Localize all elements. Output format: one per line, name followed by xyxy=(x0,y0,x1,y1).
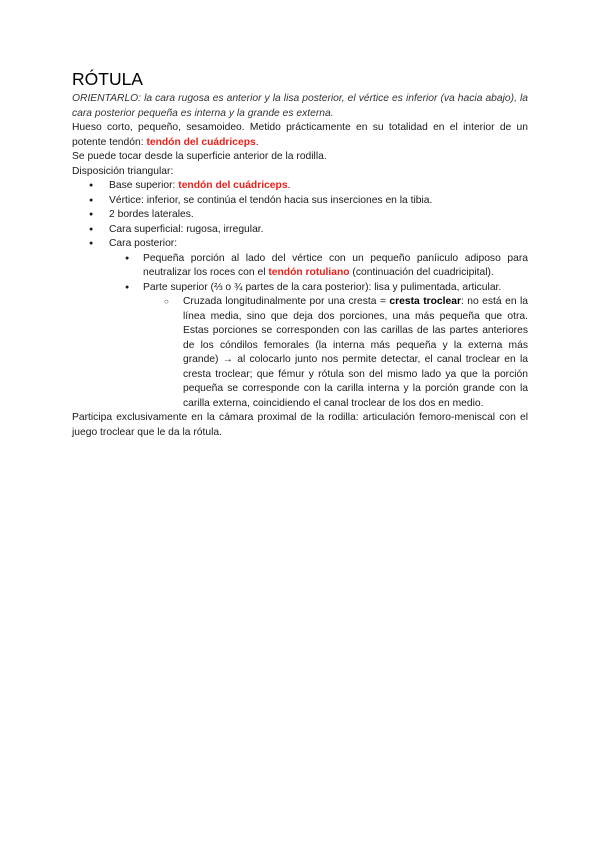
list-item-upper-part xyxy=(109,281,528,412)
list-item-vertex: ● Vértice: inferior, se continúa el tendón hacia sus inserciones en la tibia. xyxy=(72,194,528,209)
base-text: Base superior: xyxy=(109,180,179,191)
intro-highlight: tendón del cuádriceps xyxy=(146,136,256,148)
crest-text: Cruzada longitudinalmente por una cresta = xyxy=(183,296,390,307)
touch-paragraph: Se puede tocar desde la superficie anterior de la rodilla. xyxy=(72,151,327,162)
base-end: . xyxy=(287,180,291,191)
crest-end: : no está en la línea media, sino que deja dos porciones, una más pequeña que otra. Estas porciones se corresponden con las carillas de las partes anteriores de los cóndilos femorales (la interna más pequeña y la externa más grande) → al colocarlo junto nos permite detectar, el canal troclear en la cresta troclear; que fémur y rótula son del mismo lado ya que la porción pequeña se corresponde con la carilla interna y la porción grande con la carilla externa, coincidiendo el canal troclear de los dos en medio. xyxy=(183,296,529,409)
intro-end: . xyxy=(255,136,259,148)
closing-paragraph: Participa exclusivamente en la cámara proximal de la rodilla: articulación femoro-meniscal con el juego troclear que le da la rótula. xyxy=(72,412,528,438)
list-item-crest xyxy=(143,295,528,411)
crest-bold: cresta troclear xyxy=(389,296,461,307)
posterior-sublist xyxy=(109,252,528,412)
fat-text: Pequeña porción al lado del vértice con un pequeño paníiculo adiposo para neutralizar los roces con el xyxy=(143,252,528,278)
base-highlight: tendón del cuádriceps xyxy=(178,180,288,191)
upper-sublist xyxy=(143,295,528,411)
list-item-surface: ● Cara superficial: rugosa, irregular. xyxy=(72,223,528,238)
orientation-note: ORIENTARLO: la cara rugosa es anterior y la lisa posterior, el vértice es inferior (va hacia abajo), la cara posterior pequeña es interna y la grande es externa. xyxy=(72,93,528,119)
posterior-wrap xyxy=(72,252,528,412)
disposition-list xyxy=(72,179,528,252)
intro-paragraph xyxy=(72,121,528,150)
page-title: RÓTULA xyxy=(72,69,143,89)
fat-end: (continuación del cuadricipital). xyxy=(349,267,494,278)
list-item-base xyxy=(72,179,528,194)
upper-text: Parte superior (⅔ o ¾ partes de la cara posterior): lisa y pulimentada, articular. xyxy=(143,281,502,293)
document-content xyxy=(72,68,528,440)
list-item-posterior xyxy=(72,237,528,252)
list-item-fat-portion xyxy=(109,252,528,281)
disposition-label: Disposición triangular: xyxy=(72,165,174,177)
list-item-borders: ● 2 bordes laterales. xyxy=(72,208,528,223)
posterior-sublist-container xyxy=(109,252,528,412)
intro-text: Hueso corto, pequeño, sesamoideo. Metido prácticamente en su totalidad en el interior de un potente tendón: xyxy=(72,122,528,148)
fat-highlight: tendón rotuliano xyxy=(268,267,350,278)
posterior-label: Cara posterior: xyxy=(109,238,178,249)
